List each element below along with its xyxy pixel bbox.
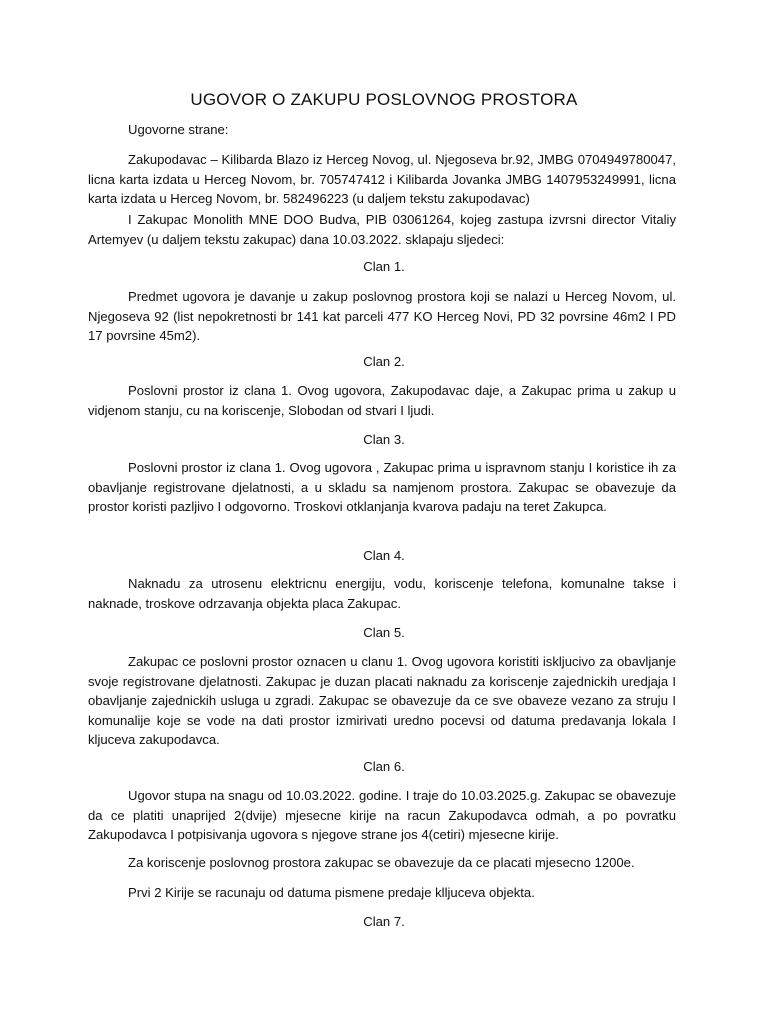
article-2-heading: Clan 2. <box>363 354 405 369</box>
first-rents-paragraph: Prvi 2 Kirije se racunaju od datuma pismene predaje klljuceva objekta. <box>128 885 535 900</box>
document-title: UGOVOR O ZAKUPU POSLOVNOG PROSTORA <box>190 90 578 109</box>
article-5-text: Zakupac ce poslovni prostor oznacen u clanu 1. Ovog ugovora koristiti iskljucivo za obavljanje svoje registrovane djelatnosti. Zakupac je duzan placati naknadu za koriscenje zajednickih uredjaja I obavljanje zajednickih usluga u zgradi. Zakupac se obavezuje da ce sve obaveze vezano za struju I komunalije koje se vode na dati prostor izmirivati uredno pocevsi od datuma predavanja lokala I kljuceva zakupodavca. <box>88 654 676 747</box>
article-4-heading: Clan 4. <box>363 548 405 563</box>
article-2-text: Poslovni prostor iz clana 1. Ovog ugovora, Zakupodavac daje, a Zakupac prima u zakup u vidjenom stanju, cu na koriscenje, Slobodan od stvari I ljudi. <box>88 383 676 418</box>
landlord-paragraph: Zakupodavac – Kilibarda Blazo iz Herceg Novog, ul. Njegoseva br.92, JMBG 0704949780047, licna karta izdata u Herceg Novom, br. 705747412 i Kilibarda Jovanka JMBG 1407953249991, licna karta izdata u Herceg Novom, br. 582496223 (u daljem tekstu zakupodavac) <box>88 152 676 206</box>
rent-paragraph: Za koriscenje poslovnog prostora zakupac se obavezuje da ce placati mjesecno 1200e. <box>128 855 635 870</box>
parties-heading: Ugovorne strane: <box>128 122 229 137</box>
article-6-text: Ugovor stupa na snagu od 10.03.2022. godine. I traje do 10.03.2025.g. Zakupac se obavezuje da ce platiti unaprijed 2(dvije) mjesecne kirije na racun Zakupodavca odmah, a po povratku Zakupodavca I potpisivanja ugovora s njegove strane jos 4(cetiri) mjesecne kirije. <box>88 788 676 842</box>
tenant-paragraph: I Zakupac Monolith MNE DOO Budva, PIB 03061264, kojeg zastupa izvrsni director Vitaliy Artemyev (u daljem tekstu zakupac) dana 10.03.2022. sklapaju sljedeci: <box>88 212 676 247</box>
article-5-heading: Clan 5. <box>363 625 405 640</box>
article-3-text: Poslovni prostor iz clana 1. Ovog ugovora , Zakupac prima u ispravnom stanju I koristice ih za obavljanje registrovane djelatnosti, a u skladu sa namjenom prostora. Zakupac se obavezuje da prostor koristi pazljivo I odgovorno. Troskovi otklanjanja kvarova padaju na teret Zakupca. <box>88 460 676 514</box>
article-7-heading: Clan 7. <box>363 914 405 929</box>
article-4-text: Naknadu za utrosenu elektricnu energiju, vodu, koriscenje telefona, komunalne takse i naknade, troskove odrzavanja objekta placa Zakupac. <box>88 576 676 611</box>
article-1-text: Predmet ugovora je davanje u zakup poslovnog prostora koji se nalazi u Herceg Novom, ul. Njegoseva 92 (list nepokretnosti br 141 kat parceli 477 KO Herceg Novi, PD 32 povrsine 46m2 I PD 17 povrsine 45m2). <box>88 289 676 343</box>
article-3-heading: Clan 3. <box>363 432 405 447</box>
article-1-heading: Clan 1. <box>363 259 405 274</box>
article-6-heading: Clan 6. <box>363 759 405 774</box>
